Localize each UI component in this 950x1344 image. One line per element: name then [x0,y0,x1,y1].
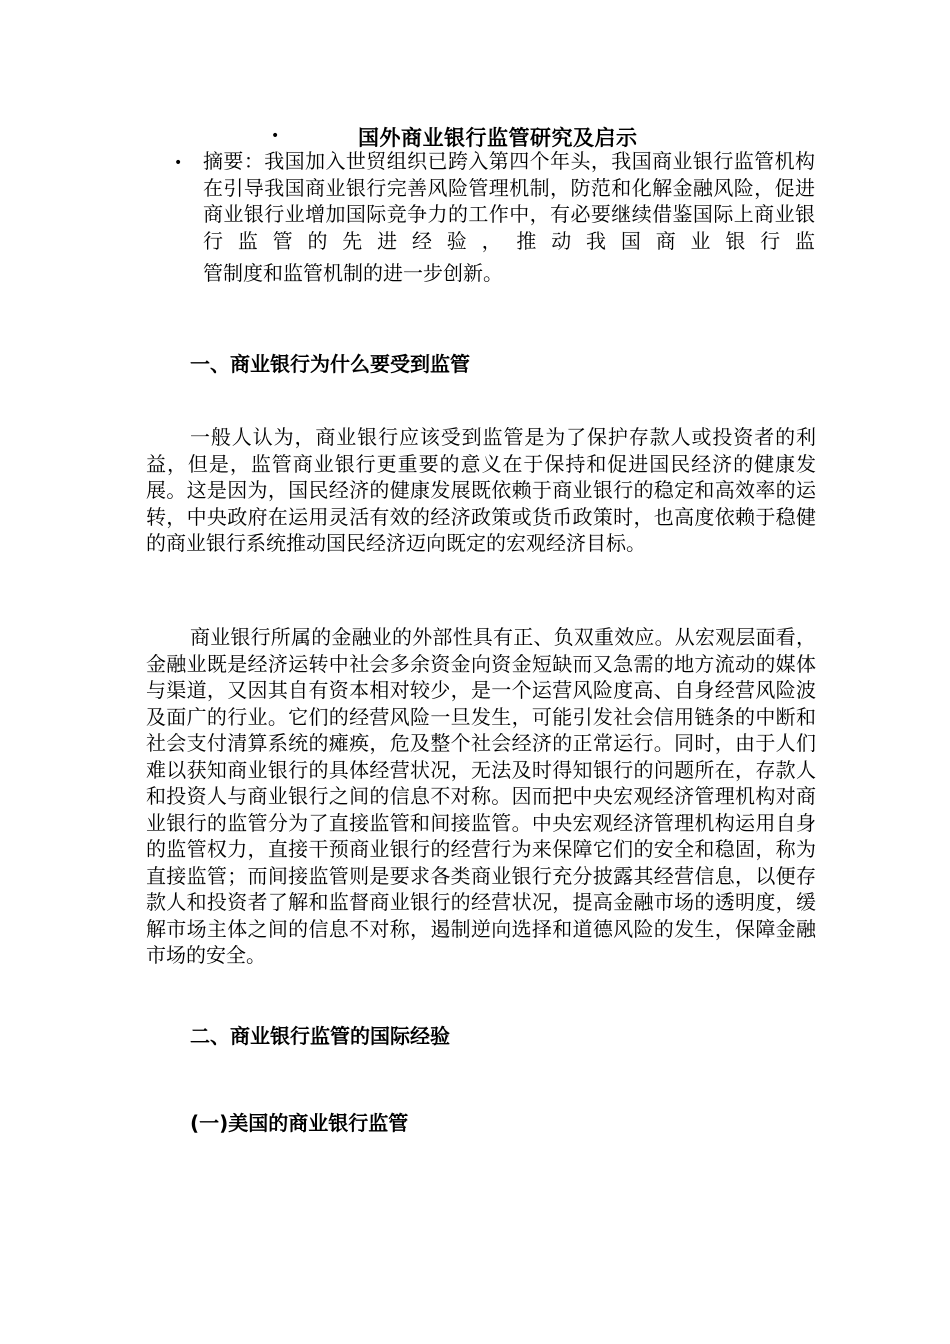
section-1-paragraph-1: 一般人认为，商业银行应该受到监管是为了保护存款人或投资者的利益，但是，监管商业银行更重要的意义在于保持和促进国民经济的健康发展。这是因为，国民经济的健康发展既依赖于商业银行的稳定和高效率的运转，中央政府在运用灵活有效的经济政策或货币政策时，也高度依赖于稳健的商业银行系统推动国民经济迈向既定的宏观经济目标。 [146,425,816,555]
abstract-text-tail: 管制度和监管机制的进一步创新。 [203,261,503,285]
section-1-paragraph-2: 商业银行所属的金融业的外部性具有正、负双重效应。从宏观层面看，金融业既是经济运转中社会多余资金向资金短缺而又急需的地方流动的媒体与渠道，又因其自有资本相对较少，是一个运营风险度高、自身经营风险波及面广的行业。它们的经营风险一旦发生，可能引发社会信用链条的中断和社会支付清算系统的瘫痪，危及整个社会经济的正常运行。同时，由于人们难以获知商业银行的具体经营状况，无法及时得知银行的问题所在，存款人和投资人与商业银行之间的信息不对称。因而把中央宏观经济管理机构对商业银行的监管分为了直接监管和间接监管。中央宏观经济管理机构运用自身的监管权力，直接干预商业银行的经营行为来保障它们的安全和稳固，称为直接监管；而间接监管则是要求各类商业银行充分披露其经营信息，以便存款人和投资者了解和监督商业银行的经营状况，提高金融市场的透明度，缓解市场主体之间的信息不对称，遏制逆向选择和道德风险的发生，保障金融市场的安全。 [146,625,816,967]
section-2-heading: 二、商业银行监管的国际经验 [190,1024,450,1048]
title-bullet: • [271,128,280,144]
document-title: 国外商业银行监管研究及启示 [358,126,638,150]
abstract-bullet: • [174,155,183,171]
abstract-text: 摘要：我国加入世贸组织已跨入第四个年头，我国商业银行监管机构在引导我国商业银行完善风险管理机制，防范和化解金融风险，促进商业银行业增加国际竞争力的工作中，有必要继续借鉴国际上商业银行监管的先进经验，推动我国商业银行监 [203,149,815,253]
section-1-heading: 一、商业银行为什么要受到监管 [190,352,470,376]
subsection-1-heading: (一)美国的商业银行监管 [190,1111,409,1135]
